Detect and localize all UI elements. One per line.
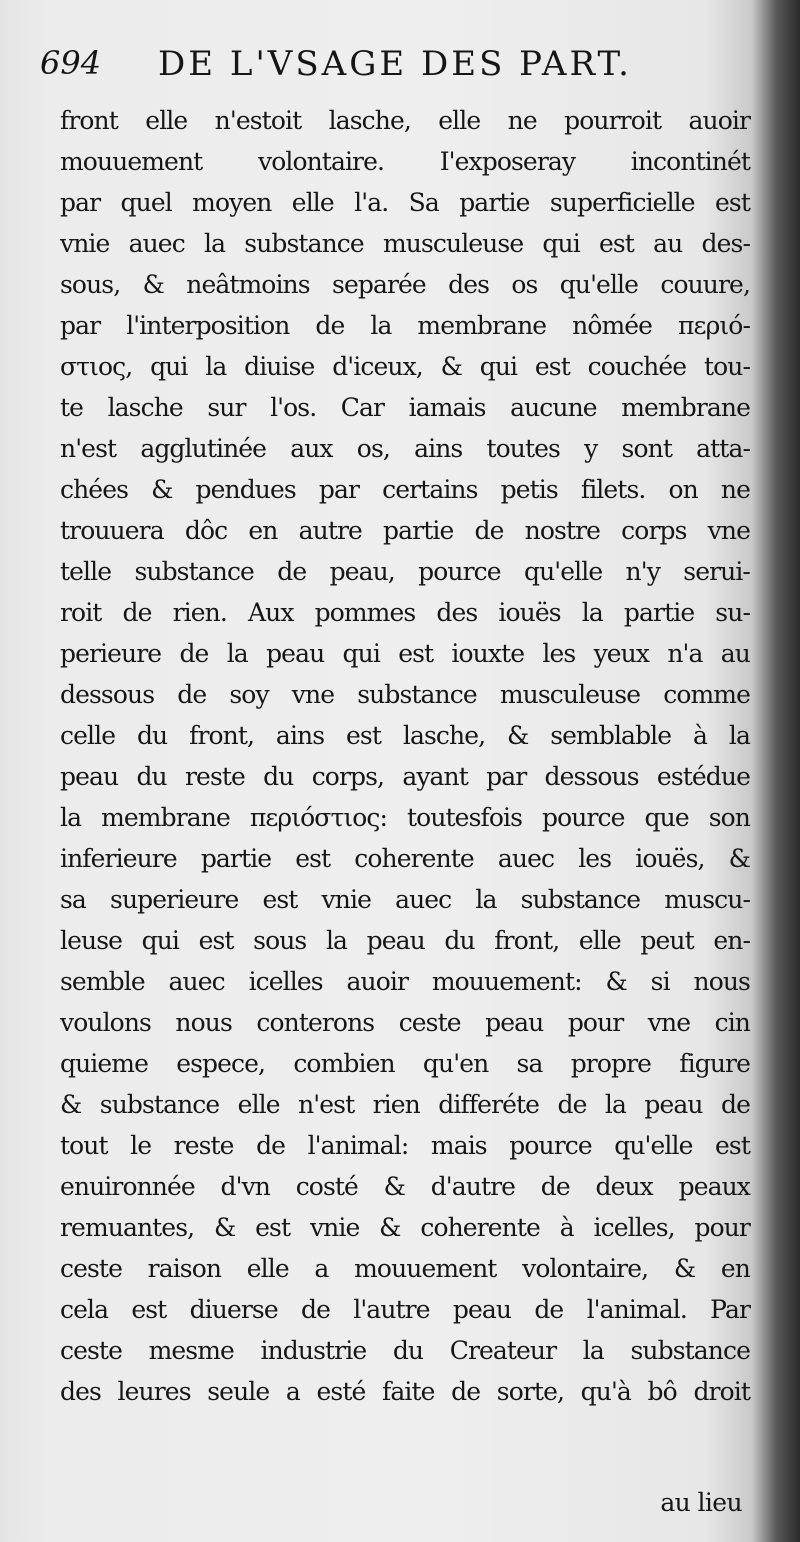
body-text [60,100,750,1412]
text-line: perieure de la peau qui est iouxte les yeux n'a au [60,639,750,668]
text-line: la membrane περιόστιος: toutesfois pource que son [60,803,750,832]
text-line: tout le reste de l'animal: mais pource qu'elle est [60,1131,750,1160]
text-line: cela est diuerse de l'autre peau de l'animal. Par [60,1295,750,1324]
text-line: sous, & neâtmoins separée des os qu'elle couure, [60,270,750,299]
text-line: dessous de soy vne substance musculeuse comme [60,680,750,709]
text-line: des leures seule a esté faite de sorte, qu'à bô droit [60,1377,750,1406]
text-line: inferieure partie est coherente auec les iouës, & [60,844,750,873]
text-line: celle du front, ains est lasche, & semblable à la [60,721,750,750]
text-line: chées & pendues par certains petis filets. on ne [60,475,750,504]
catchword: au lieu [660,1488,742,1517]
text-line: remuantes, & est vnie & coherente à icelles, pour [60,1213,750,1242]
text-line: mouuement volontaire. I'exposeray incontinét [60,147,750,176]
text-line: vnie auec la substance musculeuse qui est au des- [60,229,750,258]
text-line: quieme espece, combien qu'en sa propre figure [60,1049,750,1078]
text-line: trouuera dôc en autre partie de nostre corps vne [60,516,750,545]
text-line: par l'interposition de la membrane nômée περιό- [60,311,750,340]
text-line: στιος, qui la diuise d'iceux, & qui est couchée tou- [60,352,750,381]
text-line: peau du reste du corps, ayant par dessous estédue [60,762,750,791]
text-line: semble auec icelles auoir mouuement: & si nous [60,967,750,996]
text-line: roit de rien. Aux pommes des iouës la partie su- [60,598,750,627]
text-line: front elle n'estoit lasche, elle ne pourroit auoir [60,106,750,135]
text-line: enuironnée d'vn costé & d'autre de deux peaux [60,1172,750,1201]
text-line: te lasche sur l'os. Car iamais aucune membrane [60,393,750,422]
text-line: par quel moyen elle l'a. Sa partie superficielle est [60,188,750,217]
text-line: ceste mesme industrie du Createur la substance [60,1336,750,1365]
text-line: & substance elle n'est rien differéte de la peau de [60,1090,750,1119]
text-line: sa superieure est vnie auec la substance muscu- [60,885,750,914]
text-line: voulons nous conterons ceste peau pour vne cin [60,1008,750,1037]
text-line: ceste raison elle a mouuement volontaire, & en [60,1254,750,1283]
text-line: leuse qui est sous la peau du front, elle peut en- [60,926,750,955]
text-line: n'est agglutinée aux os, ains toutes y sont atta- [60,434,750,463]
page-number: 694 [40,44,102,82]
page-header [40,40,720,90]
running-head: DE L'VSAGE DES PART. [158,44,632,84]
text-line: telle substance de peau, pource qu'elle n'y serui- [60,557,750,586]
